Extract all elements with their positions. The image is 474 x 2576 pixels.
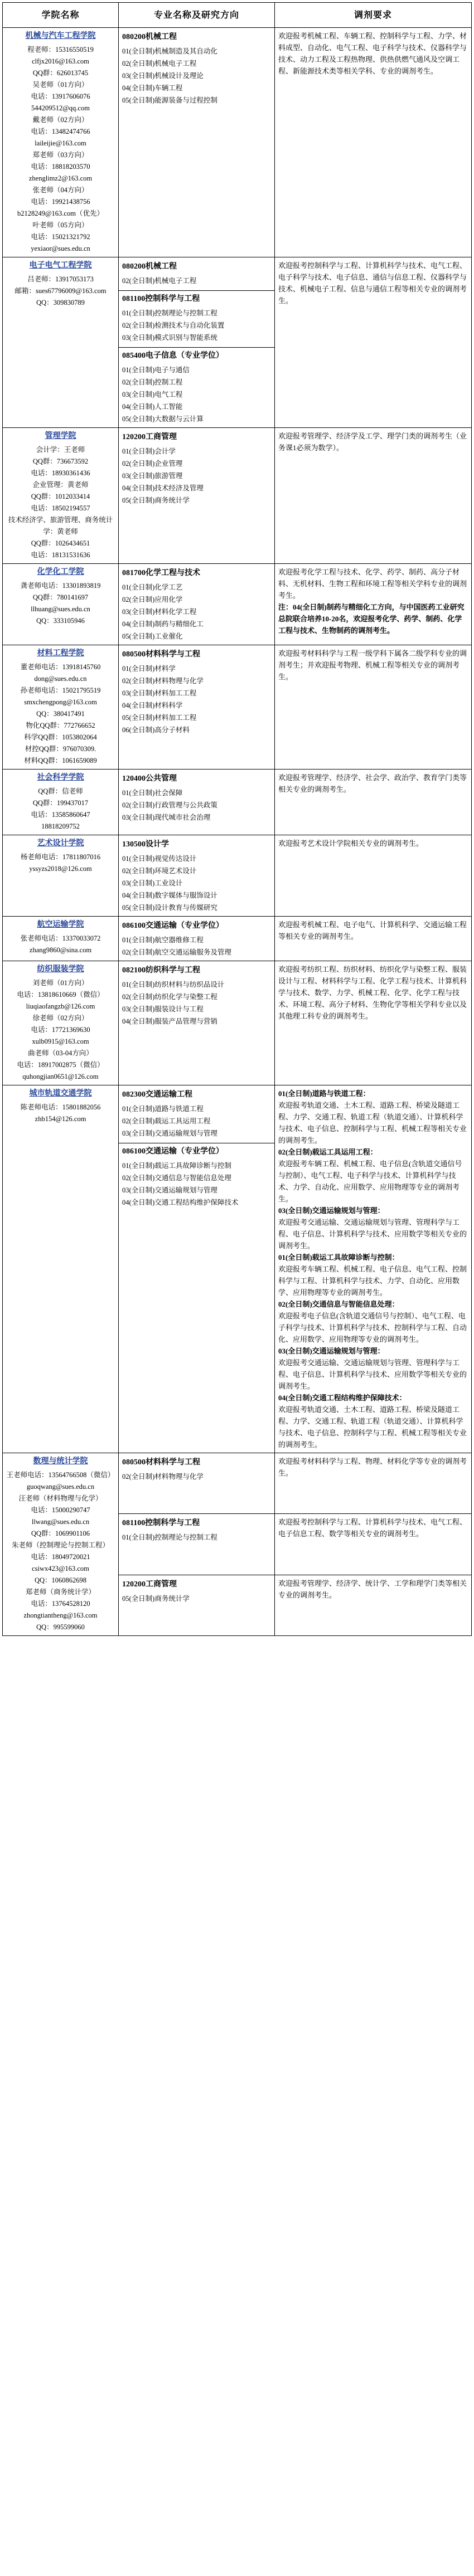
college-row [3,428,472,564]
requirement-cell: 欢迎报考材料科学与工程、物理、材料化学等专业的调剂考生。 [275,1453,472,1514]
contact-line: QQ群：1069901106 [31,1530,90,1537]
contact-line: 徐老师（02方向） [32,1014,89,1022]
contact-line: smxchengpong@163.com [24,698,97,706]
contact-line: 物化QQ群：772766652 [26,722,95,729]
requirement-text: 欢迎报考交通运输、交通运输规划与管理、管理科学与工程、电子信息、计算机科学与技术、应用数学等相关专业的调剂考生。 [278,1358,467,1390]
major-cell [119,564,275,645]
major-title: 080200机械工程 [122,33,177,41]
requirement-cell [275,770,472,835]
major-title: 081700化学工程与技术 [122,569,200,577]
research-direction: 02(全日制)应用化学 [122,596,183,603]
major-cell [119,1575,275,1635]
research-direction: 02(全日制)环境艺术设计 [122,867,197,875]
research-direction: 03(全日制)模式识别与智能系统 [122,334,217,342]
college-cell [3,428,119,564]
contact-line: yexiaor@sues.edu.cn [31,245,90,252]
requirement-text: 欢迎报考车辆工程、机械工程、电子信息(含轨道交通信号与控制）、电气工程、电子科学与技术、计算机科学与技术、力学、自动化、应用数学、应用物理等专业的调剂考生。 [278,1160,462,1203]
requirement-text: 欢迎报考电子信息(含轨道交通信号与控制）、电气工程、电子科学与技术、计算机科学与技术、控制科学与工程、自动化、应用数学、应用物理等专业的调剂考生。 [278,1312,467,1343]
major-title: 080500材料科学与工程 [122,650,200,659]
major-title: 130500设计学 [122,840,169,849]
research-direction: 06(全日制)高分子材料 [122,726,190,734]
requirement-text: 欢迎报考材料科学与工程一级学科下属各二级学科专业的调剂考生；并欢迎报考物理、机械工程等相关专业的调剂考生。 [278,649,467,681]
requirement-cell [275,917,472,961]
research-direction: 03(全日制)交通运输规划与管理 [122,1186,217,1194]
research-direction: 03(全日制)材料化学工程 [122,608,197,616]
research-direction: 04(全日制)人工智能 [122,403,183,411]
college-row [3,1453,472,1514]
college-name-link[interactable]: 航空运输学院 [37,921,84,929]
major-title: 086100交通运输（专业学位） [122,922,224,930]
college-row [3,257,472,428]
contact-line: 电话：13764528120 [31,1600,90,1608]
research-direction: 03(全日制)现代城市社会治理 [122,814,211,821]
college-name-link[interactable]: 城市轨道交通学院 [29,1089,92,1098]
research-direction: 05(全日制)设计教育与传媒研究 [122,904,217,912]
contact-line: clfjx2016@163.com [32,57,89,65]
contact-line: 孙老师电话：15021795519 [20,686,101,694]
requirement-heading: 02(全日制)交通信息与智能信息处理： [278,1300,399,1308]
research-direction: 03(全日制)电气工程 [122,391,183,398]
major-title: 081100控制科学与工程 [122,1519,200,1528]
research-direction: 02(全日制)企业管理 [122,460,183,468]
requirement-heading: 04(全日制)交通工程结构维护保障技术： [278,1394,407,1402]
research-direction: 03(全日制)服装设计与工程 [122,1005,204,1013]
research-direction: 01(全日制)视觉传达设计 [122,855,197,863]
contact-line: 张老师电话：13370033072 [20,934,101,942]
requirement-cell [275,257,472,428]
adjustment-table [2,2,472,1636]
requirement-text: 欢迎报考机械工程、车辆工程、控制科学与工程、力学、材料成型、自动化、电气工程、电子科学与技术、仪器科学与技术、动力工程及工程热物理、供热供燃气通风及空调工程、新能源技术类等相关学科、专业的调剂考生。 [278,32,467,75]
contact-line: QQ：995599060 [36,1623,85,1631]
research-direction: 03(全日制)材料加工工程 [122,689,197,697]
college-cell [3,770,119,835]
college-cell [3,1453,119,1636]
research-direction: 05(全日制)材料加工工程 [122,714,197,722]
research-direction: 02(全日制)载运工具运用工程 [122,1117,211,1125]
requirement-cell [275,1085,472,1453]
requirement-heading: 03(全日制)交通运输规划与管理： [278,1206,385,1215]
contact-line: 电话：15000290747 [31,1506,90,1514]
research-direction: 02(全日制)纺织化学与染整工程 [122,993,217,1001]
major-cell [119,428,275,564]
major-title: 080200机械工程 [122,262,177,271]
contact-line: QQ群：1026434651 [31,539,90,547]
contact-line: 电话：18049720021 [31,1553,90,1561]
contact-line: llwang@sues.edu.cn [31,1518,90,1526]
header-requirement: 调剂要求 [275,3,472,28]
research-direction: 05(全日制)商务统计学 [122,496,190,504]
requirement-cell [275,645,472,770]
requirement-cell [275,961,472,1085]
requirement-text: 欢迎报考纺织工程、纺织材料、纺织化学与染整工程、服装设计与工程、材料科学与工程、化学工程与技术、计算机科学与技术、数学、力学、机械工程、化学、化学工程与技术、环境工程、高分子材料、生物化学等相关学科专业以及其他理工科专业的调剂考生。 [278,965,467,1020]
research-direction: 04(全日制)服装产品管理与营销 [122,1017,217,1025]
college-row [3,28,472,257]
contact-line: 电话：17721369630 [31,1026,90,1034]
college-row [3,961,472,1085]
contact-line: QQ群：626013745 [32,69,89,77]
contact-line: laileijie@163.com [35,139,86,147]
contact-line: 电话：15021321792 [31,233,90,241]
requirement-text: 欢迎报考轨道交通、土木工程、道路工程、桥梁及隧道工程、力学、交通工程、轨道工程（轨道交通）、计算机科学与技术、电子信息、控制科学与工程、机械工程等相关专业的调剂考生。 [278,1405,467,1449]
requirement-heading: 02(全日制)载运工具运用工程： [278,1148,378,1156]
contact-line: 杨老师电话：17811807016 [20,853,101,861]
contact-line: QQ：380417491 [36,710,85,718]
college-cell [3,257,119,428]
college-name-link[interactable]: 数理与统计学院 [33,1457,88,1465]
major-cell [119,645,275,770]
requirement-cell: 欢迎报考管理学、经济学、统计学、工学和理学门类等相关专业的调剂考生。 [275,1575,472,1635]
requirement-heading: 03(全日制)交通运输规划与管理： [278,1347,385,1355]
research-direction: 01(全日制)电子与通信 [122,366,190,374]
contact-line: 电话：13585860647 [31,811,90,819]
college-row [3,1085,472,1453]
college-cell [3,645,119,770]
contact-line: zhongtiantheng@163.com [23,1611,98,1619]
research-direction: 03(全日制)机械设计及理论 [122,72,204,80]
research-direction: 04(全日制)技术经济及管理 [122,484,204,492]
research-direction: 01(全日制)会计学 [122,447,176,455]
requirement-cell [275,835,472,917]
header-college: 学院名称 [3,3,119,28]
major-cell [119,257,275,428]
contact-line: 郑老师（商务统计学） [25,1588,95,1596]
requirement-text: 欢迎报考艺术设计学院相关专业的调剂考生。 [278,839,424,848]
requirement-heading: 01(全日制)载运工具故障诊断与控制： [278,1253,399,1262]
college-name-link[interactable]: 艺术设计学院 [37,839,84,848]
contact-line: QQ群：1012033414 [31,493,90,500]
contact-line: QQ群：780141697 [32,593,89,601]
research-direction: 02(全日制)材料物理与化学 [122,677,204,685]
requirement-text: 欢迎报考化学工程与技术、化学、药学、制药、高分子材料、无机材料、生物工程和环境工程等相关学科专业的调剂考生。 [278,568,467,600]
college-row [3,645,472,770]
college-cell [3,835,119,917]
major-title: 120200工商管理 [122,433,177,441]
contact-line: QQ：309830789 [36,299,85,306]
requirement-text: 欢迎报考管理学、经济学及工学、理学门类的调剂考生（业务课1必须为数学）。 [278,432,467,452]
contact-line: 吕老师：13917053173 [27,275,94,283]
research-direction: 01(全日制)道路与铁道工程 [122,1105,204,1113]
major-cell [119,835,275,917]
college-row [3,835,472,917]
research-direction: 02(全日制)交通信息与智能信息处理 [122,1174,231,1182]
research-direction: 05(全日制)工业催化 [122,632,183,640]
contact-line: 电话：18930361436 [31,469,90,477]
research-direction: 03(全日制)交通运输规划与管理 [122,1129,217,1137]
contact-line: 程老师：15316550519 [27,46,94,53]
contact-line: 电话：18917002875（微信） [17,1061,104,1069]
contact-line: zhb154@126.com [35,1115,86,1123]
college-name-link[interactable]: 纺织服装学院 [37,965,84,973]
research-direction: 04(全日制)车辆工程 [122,84,183,92]
requirement-text: 欢迎报考机械工程、电子电气、计算机科学、交通运输工程等相关专业的调剂考生。 [278,921,467,941]
contact-line: 电话：13482474766 [31,128,90,135]
contact-line: 朱老师（控制理论与控制工程） [11,1541,109,1549]
contact-line: 邮箱：sues67796009@163.com [14,287,107,295]
research-direction: 01(全日制)纺织材料与纺织品设计 [122,981,225,988]
requirement-text: 欢迎报考交通运输、交通运输规划与管理、管理科学与工程、电子信息、计算机科学与技术、应用数学等相关专业的调剂考生。 [278,1218,467,1250]
requirement-cell [275,28,472,257]
major-cell [119,1085,275,1453]
contact-line: 戴老师（02方向） [32,116,89,124]
major-title: 120200工商管理 [122,1580,177,1589]
college-cell [3,564,119,645]
major-title: 082300交通运输工程 [122,1090,192,1099]
college-name-link[interactable]: 社会科学学院 [37,773,84,782]
contact-line: 叶老师（05方向） [32,221,89,229]
requirement-text: 欢迎报考管理学、经济学、社会学、政治学、教育学门类等相关专业的调剂考生。 [278,773,467,793]
college-cell [3,917,119,961]
research-direction: 02(全日制)检测技术与自动化装置 [122,322,225,329]
research-direction: 02(全日制)机械电子工程 [122,277,197,285]
research-direction: 01(全日制)社会保障 [122,789,183,797]
contact-line: QQ群：信老师 [38,787,83,795]
major-cell [119,961,275,1085]
research-direction: 01(全日制)材料学 [122,665,176,673]
contact-line: b2128249@163.com（优先） [17,210,104,217]
research-direction: 03(全日制)旅游管理 [122,472,183,480]
research-direction: 04(全日制)数字媒体与服饰设计 [122,892,217,899]
contact-line: liuqiaofangzb@126.com [26,1002,95,1010]
contact-line: 电话：13917606076 [31,92,90,100]
research-direction: 02(全日制)机械电子工程 [122,60,197,67]
contact-line: 会计学：王老师 [36,446,85,454]
contact-line: 电话：18131531636 [31,551,90,559]
requirement-text: 欢迎报考控制科学与工程、计算机科学与技术、电气工程、电子科学与技术、电子信息、通信与信息工程、仪器科学与技术、机械电子工程、信息与通信工程等相关专业的调剂考生。 [278,261,467,305]
college-name-link[interactable]: 管理学院 [45,432,76,440]
major-cell [119,1514,275,1575]
major-title: 082100纺织科学与工程 [122,966,200,975]
contact-line: QQ群：199437017 [32,799,89,807]
contact-line: xulb0915@163.com [32,1038,89,1045]
requirement-cell [275,564,472,645]
research-direction: 04(全日制)材料科学 [122,702,183,709]
research-direction: 02(全日制)材料物理与化学 [122,1473,204,1481]
research-direction: 04(全日制)制药与精细化工 [122,620,204,628]
contact-line: 曲老师（03-04方向） [28,1049,93,1057]
contact-line: 王老师电话：13564766508（微信） [6,1471,115,1479]
research-direction: 04(全日制)交通工程结构维护保障技术 [122,1199,239,1206]
college-name-link[interactable]: 电子电气工程学院 [29,261,92,270]
research-direction: 05(全日制)大数据与云计算 [122,415,204,423]
contact-line: 18818209752 [41,822,80,830]
table-header-row [3,3,472,28]
college-name-link[interactable]: 化学化工学院 [37,568,84,576]
contact-line: 科学QQ群：1053802064 [24,733,97,741]
research-direction: 05(全日制)能源装备与过程控制 [122,96,217,104]
table-body [3,28,472,1636]
research-direction: 01(全日制)机械制造及其自动化 [122,47,217,55]
contact-line: 郑老师（03方向） [32,151,89,159]
header-major: 专业名称及研究方向 [119,3,275,28]
contact-line: 材控QQ群：976070309. [25,745,96,753]
major-title: 080500材料科学与工程 [122,1458,200,1467]
requirement-text: 欢迎报考车辆工程、机械工程、电子信息、电气工程、控制科学与工程、计算机科学与技术、力学、自动化、应用数学、应用物理等专业的调剂考生。 [278,1265,467,1297]
contact-line: 张老师（04方向） [32,186,89,194]
college-cell [3,961,119,1085]
contact-line: 企业管理：黄老师 [32,481,89,489]
research-direction: 02(全日制)航空交通运输服务及管理 [122,948,231,956]
requirement-heading: 01(全日制)道路与铁道工程： [278,1089,370,1098]
contact-line: 电话：18818203570 [31,163,90,171]
contact-line: 陈老师电话：15801882056 [20,1103,101,1111]
contact-line: 电话：19921438756 [31,198,90,206]
research-direction: 01(全日制)载运工具故障诊断与控制 [122,1162,231,1170]
contact-line: 技术经济学、旅游管理、商务统计学：黄老师 [8,516,113,535]
contact-line: zhang9860@sina.com [29,946,92,954]
requirement-text: 欢迎报考轨道交通、土木工程、道路工程、桥梁及隧道工程、力学、交通工程、轨道工程（轨道交通）、计算机科学与技术、电子信息、控制科学与工程、机械工程等相关专业的调剂考生。 [278,1101,467,1145]
contact-line: QQ：1060862698 [34,1576,87,1584]
contact-line: quhongjian0651@126.com [22,1073,99,1080]
contact-line: QQ群：736673592 [32,457,89,465]
college-row [3,564,472,645]
requirement-heading: 注：04(全日制)制药与精细化工方向，与中国医药工业研究总院联合培养10-20名，欢迎报考化学、药学、制药、化学工程与技术、生物制药的调剂考生。 [278,603,465,635]
college-cell [3,1085,119,1453]
contact-line: 电话：18502194557 [31,504,90,512]
research-direction: 01(全日制)控制理论与控制工程 [122,309,217,317]
contact-line: 材料QQ群：1061659089 [24,757,97,764]
major-cell [119,1453,275,1514]
contact-line: 吴老师（01方向） [32,81,89,89]
requirement-cell: 欢迎报考控制科学与工程、计算机科学与技术、电气工程、电子信息工程、数学等相关专业的调剂考生。 [275,1514,472,1575]
major-title: 085400电子信息（专业学位） [119,347,274,362]
research-direction: 01(全日制)化学工艺 [122,583,183,591]
major-cell [119,770,275,835]
contact-line: zhenglimz2@163.com [28,174,93,182]
requirement-cell [275,428,472,564]
research-direction: 02(全日制)行政管理与公共政策 [122,801,217,809]
major-cell [119,917,275,961]
research-direction: 03(全日制)工业设计 [122,879,183,887]
college-row [3,770,472,835]
contact-line: dong@sues.edu.cn [34,675,87,683]
major-title: 120400公共管理 [122,775,177,783]
contact-line: QQ：333105946 [36,617,85,625]
contact-line: csiwx423@163.com [32,1565,89,1572]
research-direction: 01(全日制)航空器维修工程 [122,936,204,944]
contact-line: 电话：13818610669（微信） [17,991,104,999]
major-cell [119,28,275,257]
college-row [3,917,472,961]
research-direction: 02(全日制)控制工程 [122,378,183,386]
contact-line: llhuang@sues.edu.cn [31,605,90,613]
college-cell [3,28,119,257]
college-name-link[interactable]: 机械与汽车工程学院 [25,32,96,40]
contact-line: 544209512@qq.com [31,104,90,112]
contact-line: yssyzs2018@126.com [29,865,92,873]
major-title: 086100交通运输（专业学位） [119,1143,274,1157]
major-title: 081100控制科学与工程 [119,290,274,305]
contact-line: 刘老师（01方向） [32,979,89,987]
college-name-link[interactable]: 材料工程学院 [37,649,84,658]
contact-line: guoqwang@sues.edu.cn [26,1483,95,1491]
contact-line: 汪老师（材料物理与化学） [18,1494,103,1502]
research-direction: 05(全日制)商务统计学 [122,1594,190,1603]
research-direction: 01(全日制)控制理论与控制工程 [122,1533,217,1542]
contact-line: 董老师电话：13918145760 [20,663,101,671]
contact-line: 龚老师电话：13301893819 [20,582,101,590]
